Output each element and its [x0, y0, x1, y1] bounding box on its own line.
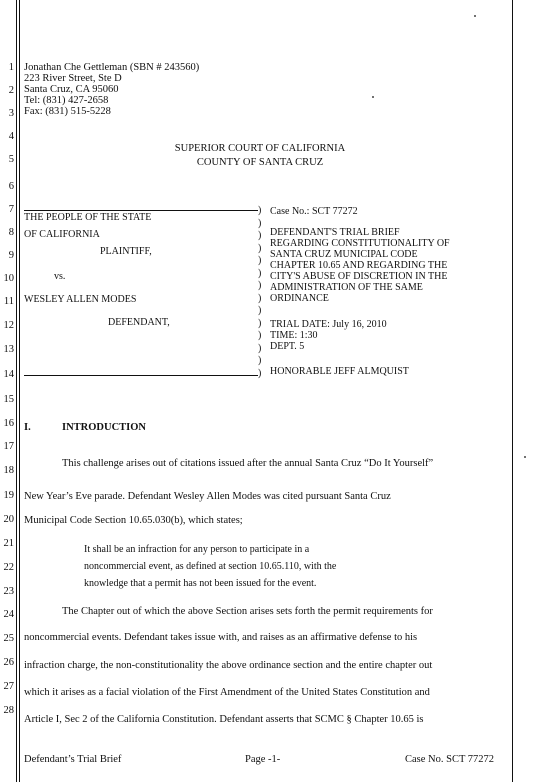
line-number: 22 [3, 562, 14, 573]
quote-line-2: noncommercial event, as defined at section 10.65.110, with the [84, 561, 337, 572]
line-number: 20 [3, 514, 14, 525]
trial-time: TIME: 1:30 [270, 330, 318, 341]
line-number: 23 [3, 586, 14, 597]
brief-title-line-5: CITY'S ABUSE OF DISCRETION IN THE [270, 271, 448, 282]
brief-title-line-6: ADMINISTRATION OF THE SAME [270, 282, 423, 293]
quote-line-3: knowledge that a permit has not been issued for the event. [84, 578, 317, 589]
defendant-name: WESLEY ALLEN MODES [24, 294, 137, 305]
left-margin-rule [16, 0, 17, 782]
attorney-name: Jonathan Che Gettleman (SBN # 243560) [24, 62, 200, 73]
paragraph-2-line-4: which it arises as a facial violation of the First Amendment of the United States Constitution and [24, 687, 430, 698]
line-number: 21 [3, 538, 14, 549]
line-number: 3 [8, 108, 14, 119]
brief-title-line-4: CHAPTER 10.65 AND REGARDING THE [270, 260, 448, 271]
line-number: 1 [8, 62, 14, 73]
line-number: 26 [3, 657, 14, 668]
paragraph-2-line-5: Article I, Sec 2 of the California Constitution. Defendant asserts that SCMC § Chapter 10.65 is [24, 714, 424, 725]
line-number: 4 [8, 131, 14, 142]
line-number: 5 [8, 154, 14, 165]
line-number: 7 [8, 204, 14, 215]
line-number: 10 [3, 273, 14, 284]
line-number: 11 [3, 296, 14, 307]
brief-title-line-1: DEFENDANT'S TRIAL BRIEF [270, 227, 400, 238]
line-number: 17 [3, 441, 14, 452]
plaintiff-line-2: OF CALIFORNIA [24, 229, 100, 240]
attorney-city: Santa Cruz, CA 95060 [24, 84, 119, 95]
paragraph-1-line-2: New Year’s Eve parade. Defendant Wesley Allen Modes was cited pursuant Santa Cruz [24, 491, 391, 502]
paragraph-1-line-1: This challenge arises out of citations issued after the annual Santa Cruz “Do It Yourself” [62, 458, 434, 469]
caption-paren-column: ) ) ) ) ) ) ) ) ) ) ) ) ) ) [258, 205, 262, 379]
brief-title-line-7: ORDINANCE [270, 293, 329, 304]
line-number: 13 [3, 344, 14, 355]
line-number: 24 [3, 609, 14, 620]
defendant-role: DEFENDANT, [108, 317, 170, 328]
brief-title-line-3: SANTA CRUZ MUNICIPAL CODE [270, 249, 418, 260]
line-number: 25 [3, 633, 14, 644]
quote-line-1: It shall be an infraction for any person to participate in a [84, 544, 310, 555]
section-heading: INTRODUCTION [62, 422, 147, 433]
judge-name: HONORABLE JEFF ALMQUIST [270, 366, 409, 377]
left-margin-rule-inner [19, 0, 20, 782]
brief-title-line-2: REGARDING CONSTITUTIONALITY OF [270, 238, 450, 249]
caption-bottom-rule [24, 375, 258, 376]
attorney-fax: Fax: (831) 515-5228 [24, 106, 111, 117]
scan-speck [372, 96, 374, 98]
line-number: 8 [8, 227, 14, 238]
line-number: 19 [3, 490, 14, 501]
case-number: Case No.: SCT 77272 [270, 206, 358, 217]
footer-page-number: Page -1- [245, 754, 281, 765]
paragraph-2-line-2: noncommercial events. Defendant takes issue with, and raises as an affirmative defense to his [24, 632, 418, 643]
trial-dept: DEPT. 5 [270, 341, 305, 352]
caption-top-rule [24, 210, 258, 211]
right-margin-rule [512, 0, 513, 782]
court-name: SUPERIOR COURT OF CALIFORNIA [174, 143, 346, 154]
trial-date: TRIAL DATE: July 16, 2010 [270, 319, 387, 330]
line-number: 16 [3, 418, 14, 429]
line-number: 18 [3, 465, 14, 476]
line-number: 14 [3, 369, 14, 380]
line-number: 6 [8, 181, 14, 192]
versus: vs. [54, 271, 66, 282]
line-number: 15 [3, 394, 14, 405]
line-number: 12 [3, 320, 14, 331]
line-number: 2 [8, 85, 14, 96]
line-number: 9 [8, 250, 14, 261]
line-number: 28 [3, 705, 14, 716]
plaintiff-role: PLAINTIFF, [100, 246, 152, 257]
footer-title: Defendant’s Trial Brief [24, 754, 122, 765]
plaintiff-line-1: THE PEOPLE OF THE STATE [24, 212, 152, 223]
attorney-phone: Tel: (831) 427-2658 [24, 95, 109, 106]
footer-case-number: Case No. SCT 77272 [405, 754, 495, 765]
scan-speck [474, 15, 476, 17]
section-number: I. [24, 422, 31, 433]
court-county: COUNTY OF SANTA CRUZ [196, 157, 324, 168]
paragraph-2-line-3: infraction charge, the non-constitutionality the above ordinance section and the entire chapter out [24, 660, 433, 671]
line-number: 27 [3, 681, 14, 692]
attorney-street: 223 River Street, Ste D [24, 73, 122, 84]
paragraph-2-line-1: The Chapter out of which the above Section arises sets forth the permit requirements for [62, 606, 433, 617]
paragraph-1-line-3: Municipal Code Section 10.65.030(b), which states; [24, 515, 243, 526]
